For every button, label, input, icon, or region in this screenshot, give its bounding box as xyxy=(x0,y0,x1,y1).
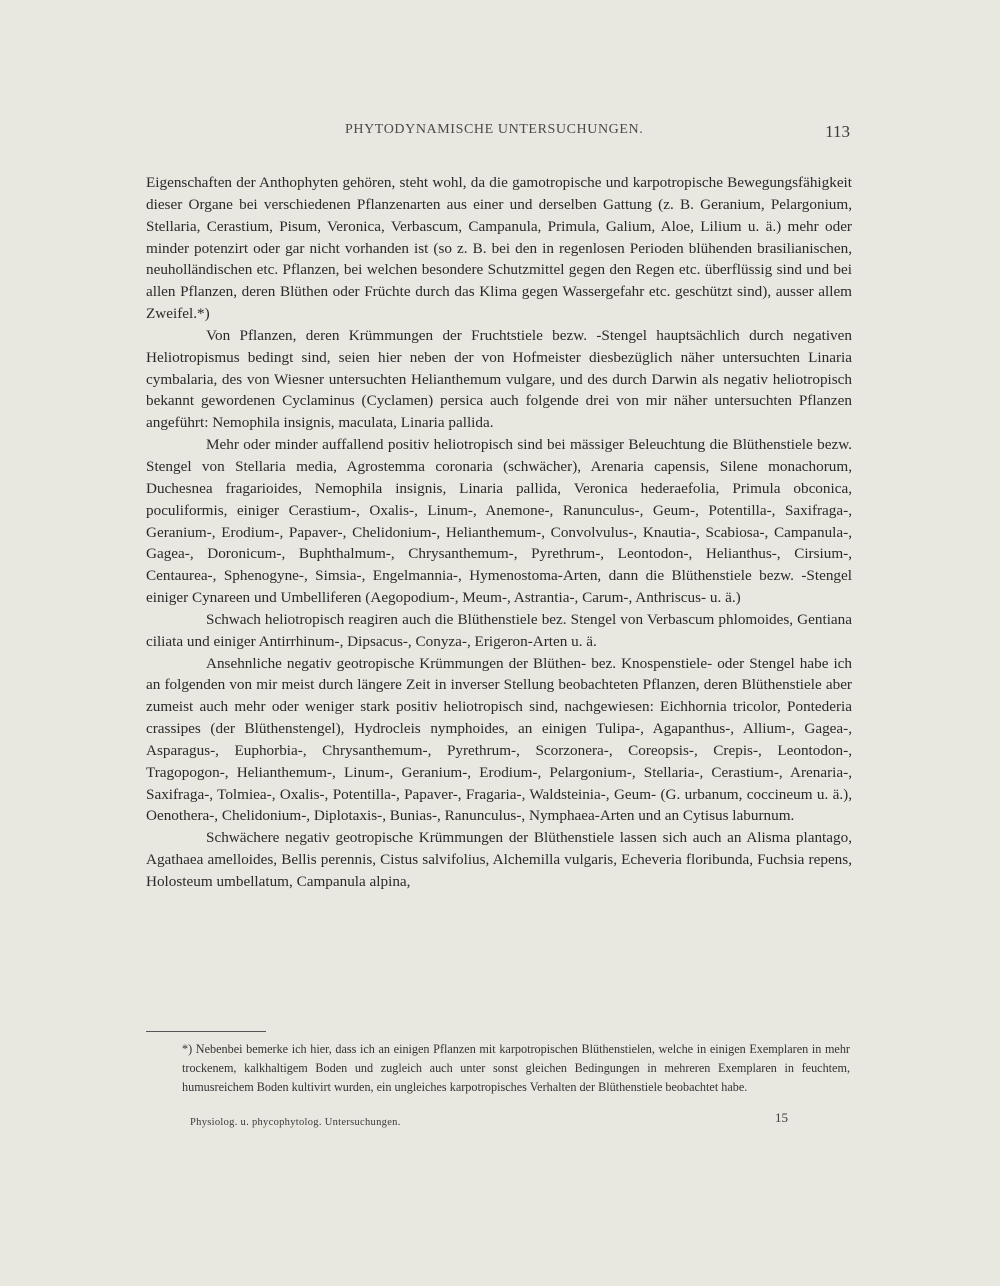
paragraph: Schwach heliotropisch reagiren auch die Blüthenstiele bez. Stengel von Verbascum phlomoides, Gentiana ciliata und einiger Antirrhinum-, Dipsacus-, Conyza-, Erigeron-Arten u. ä. xyxy=(146,610,852,650)
running-head: PHYTODYNAMISCHE UNTERSUCHUNGEN. xyxy=(345,122,644,137)
footnote-rule xyxy=(146,1031,266,1032)
body-text xyxy=(146,172,852,893)
paragraph: Schwächere negativ geotropische Krümmungen der Blüthenstiele lassen sich auch an Alisma plantago, Agathaea amelloides, Bellis perennis, Cistus salvifolius, Alchemilla vulgaris, Echeveria floribunda, Fuchsia repens, Holosteum umbellatum, Campanula alpina, xyxy=(146,829,852,890)
paragraph: Ansehnliche negativ geotropische Krümmungen der Blüthen- bez. Knospenstiele- oder Stengel habe ich an folgenden von mir meist durch längere Zeit in inverser Stellung beobachteten Pflanzen, deren Blüthenstiele aber zumeist auch mehr oder weniger stark positiv heliotropisch sind, nachgewiesen: Eichhornia tricolor, Pontederia crassipes (der Blüthenstengel), Hydrocleis nymphoides, an einigen Tulipa-, Agapanthus-, Allium-, Gagea-, Asparagus-, Euphorbia-, Chrysanthemum-, Pyrethrum-, Scorzonera-, Coreopsis-, Crepis-, Leontodon-, Tragopogon-, Helianthemum-, Linum-, Geranium-, Erodium-, Pelargonium-, Stellaria-, Cerastium-, Arenaria-, Saxifraga-, Tolmiea-, Oxalis-, Potentilla-, Papaver-, Fragaria-, Waldsteinia-, Geum- (G. urbanum, coccineum u. ä.), Oenothera-, Chelidonium-, Diplotaxis-, Bunias-, Ranunculus-, Nymphaea-Arten und an Cytisus laburnum. xyxy=(146,654,852,825)
page-header xyxy=(0,120,1000,144)
signature-number: 15 xyxy=(775,1110,788,1125)
paragraph: Mehr oder minder auffallend positiv heliotropisch sind bei mässiger Beleuchtung die Blüthenstiele bezw. Stengel von Stellaria media, Agrostemma coronaria (schwächer), Arenaria capensis, Silene monachorum, Duchesnea fragarioides, Nemophila insignis, Linaria pallida, Veronica hederaefolia, Primula obconica, poculiformis, einiger Cerastium-, Oxalis-, Linum-, Anemone-, Ranunculus-, Geum-, Potentilla-, Saxifraga-, Geranium-, Erodium-, Papaver-, Chelidonium-, Helianthemum-, Convolvulus-, Knautia-, Scabiosa-, Campanula-, Gagea-, Doronicum-, Buphthalmum-, Chrysanthemum-, Pyrethrum-, Leontodon-, Helianthus-, Cirsium-, Centaurea-, Sphenogyne-, Simsia-, Engelmannia-, Hymenostoma-Arten, dann die Blüthenstiele bezw. -Stengel einiger Cynareen und Umbelliferen (Aegopodium-, Meum-, Astrantia-, Carum-, Anthriscus- u. ä.) xyxy=(146,436,852,607)
paragraph: Von Pflanzen, deren Krümmungen der Fruchtstiele bezw. -Stengel hauptsächlich durch negativen Heliotropismus bedingt sind, seien hier neben der von Hofmeister diesbezüglich näher untersuchten Linaria cymbalaria, des von Wiesner untersuchten Helianthemum vulgare, und des durch Darwin als negativ heliotropisch bekannt gewordenen Cyclaminus (Cyclamen) persica auch folgende drei von mir näher untersuchten Pflanzen angeführt: Nemophila insignis, maculata, Linaria pallida. xyxy=(146,326,852,432)
footnote: *) Nebenbei bemerke ich hier, dass ich an einigen Pflanzen mit karpotropischen Blüthenstielen, welche in einigen Exemplaren in mehr trockenem, kalkhaltigem Boden und zugleich auch unter sonst gleichen Bedingungen in mehreren Exemplaren in feuchtem, humusreichem Boden kultivirt wurden, ein ungleiches karpotropisches Verhalten der Blüthenstiele beobachtet habe. xyxy=(182,1042,850,1094)
signature-line: Physiolog. u. phycophytolog. Untersuchungen. xyxy=(190,1117,401,1128)
paragraph: Eigenschaften der Anthophyten gehören, steht wohl, da die gamotropische und karpotropische Bewegungsfähigkeit dieser Organe bei verschiedenen Pflanzenarten aus einer und derselben Gattung (z. B. Geranium, Pelargonium, Stellaria, Cerastium, Pisum, Veronica, Verbascum, Campanula, Primula, Galium, Aloe, Lilium u. ä.) mehr oder minder potenzirt oder gar nicht vorhanden ist (so z. B. bei den in regenlosen Perioden blühenden brasilianischen, neuholländischen etc. Pflanzen, bei welchen besondere Schutzmittel gegen den Regen etc. überflüssig sind und bei allen Pflanzen, deren Blüthen oder Früchte durch das Klima gegen Wassergefahr etc. geschützt sind), ausser allem Zweifel.*) xyxy=(146,174,852,323)
page-number: 113 xyxy=(825,122,850,141)
